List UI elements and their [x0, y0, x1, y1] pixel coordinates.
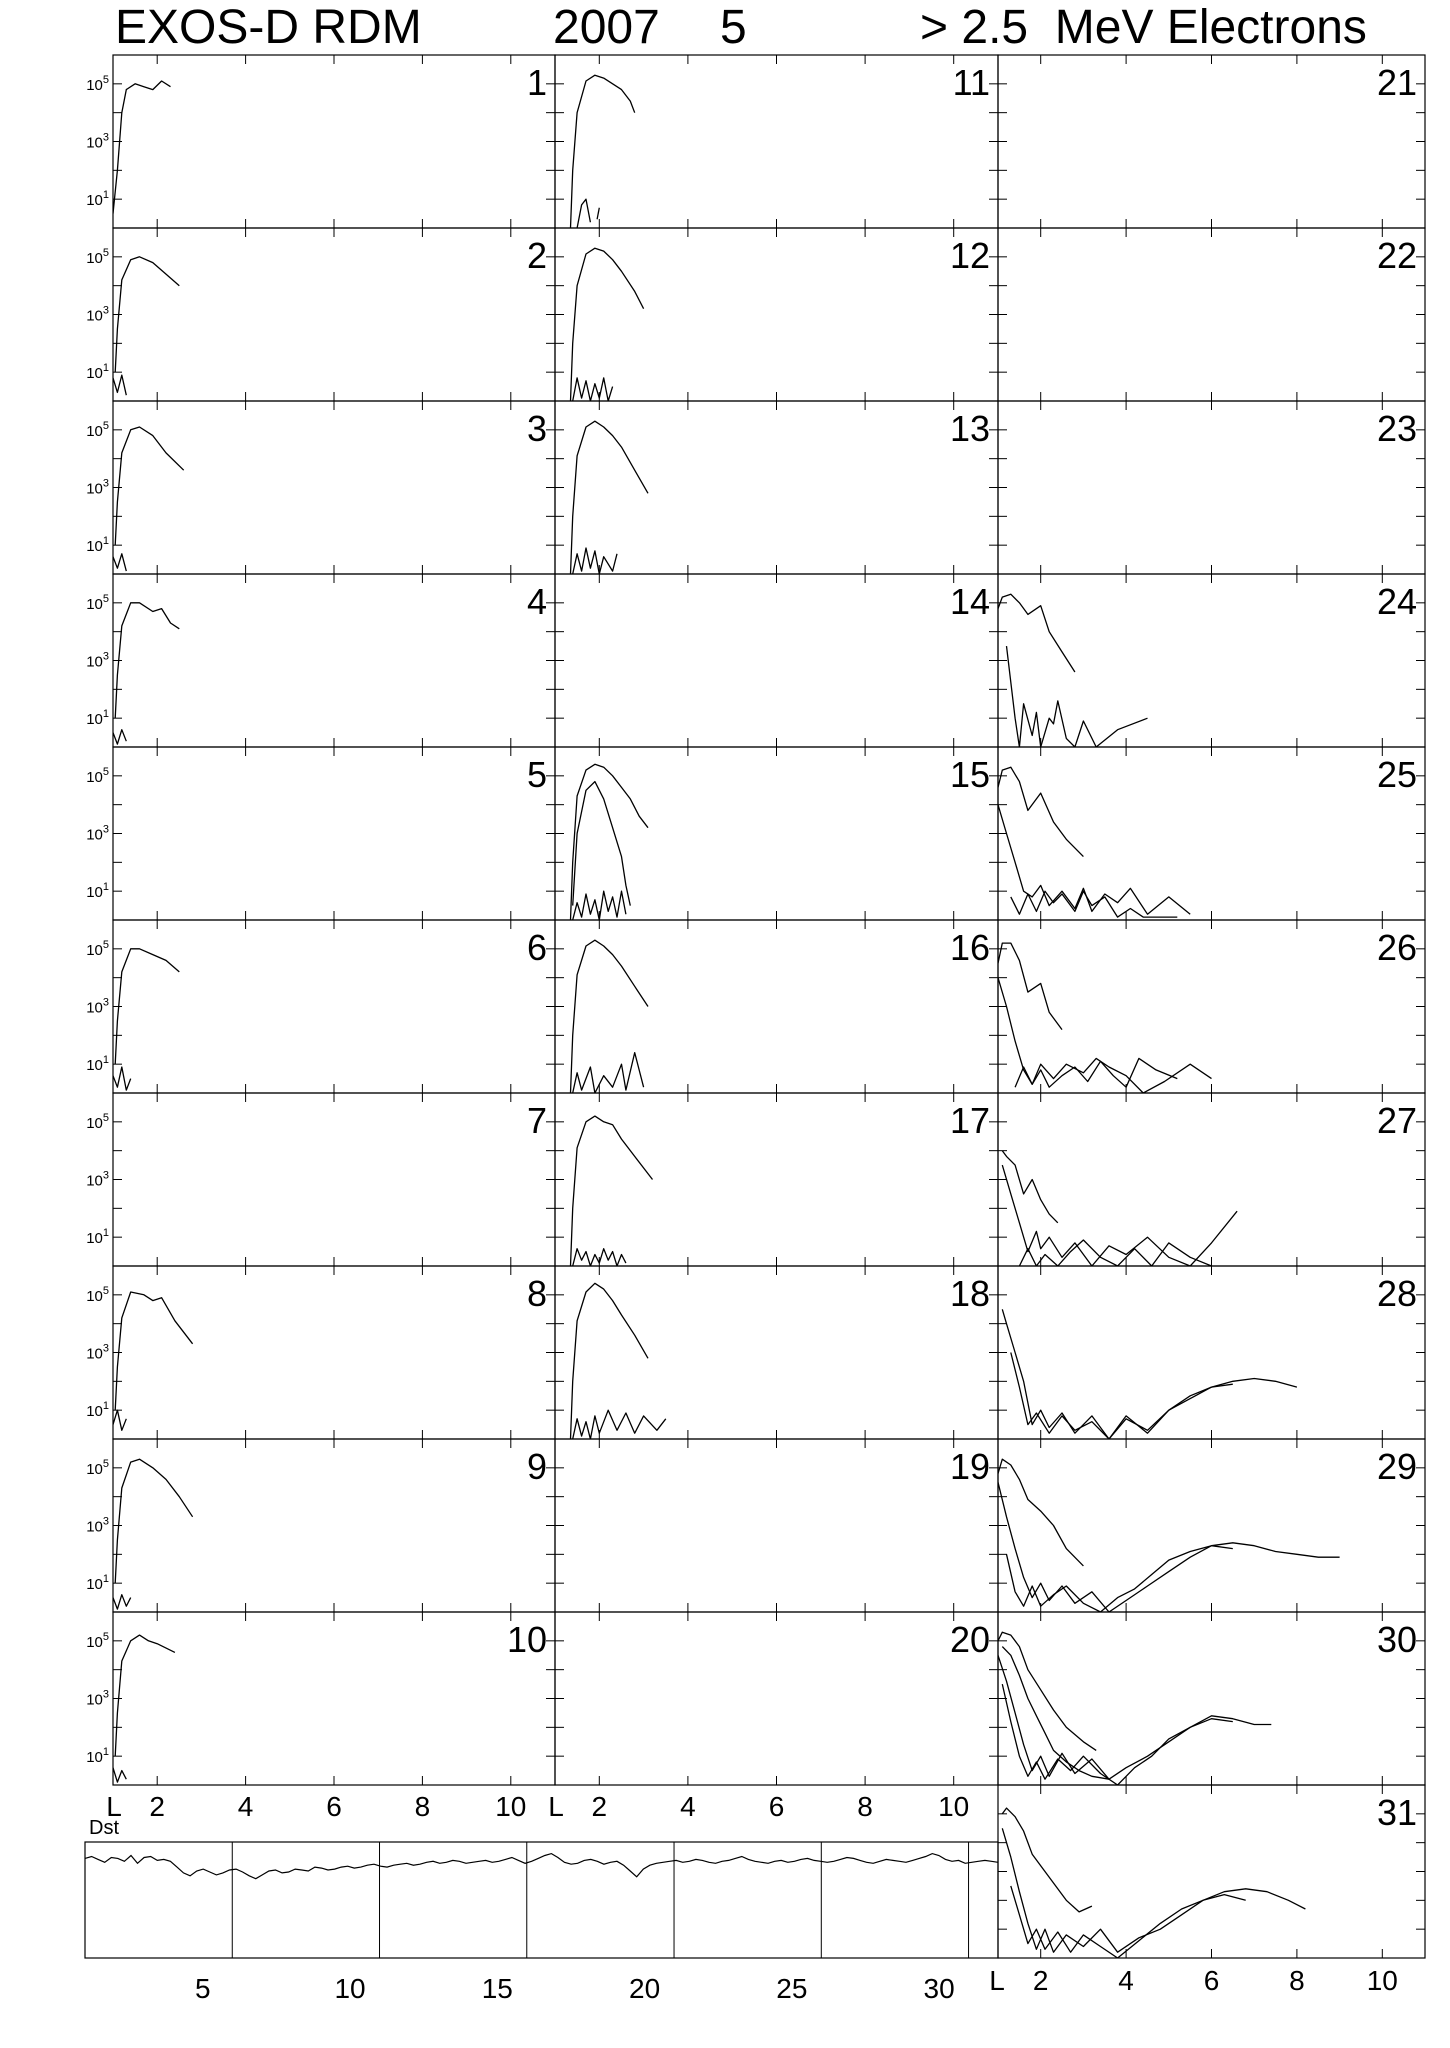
panel-frame — [113, 401, 555, 574]
flux-panel — [998, 55, 1425, 228]
panel-day-label: 17 — [949, 1100, 990, 1141]
x-tick-label: 10 — [1366, 1965, 1398, 1996]
flux-panel — [555, 401, 998, 574]
dst-label: Dst — [89, 1817, 119, 1839]
flux-series-line — [1019, 1240, 1211, 1266]
flux-panel — [998, 1093, 1425, 1266]
x-tick-label: 2 — [591, 1791, 608, 1822]
x-tick-label: 10 — [938, 1791, 970, 1822]
y-tick-label: $10^5$ — [86, 73, 109, 94]
x-tick-label: 4 — [237, 1791, 254, 1822]
flux-series-line — [998, 978, 1212, 1093]
x-tick-label: 8 — [414, 1791, 431, 1822]
flux-series-line — [597, 208, 599, 220]
panel-frame — [998, 1785, 1425, 1958]
y-tick-label: $10^3$ — [86, 1169, 109, 1190]
panel-frame — [113, 747, 555, 920]
panel-frame — [998, 1093, 1425, 1266]
flux-panel — [86, 55, 555, 228]
flux-series-line — [1011, 1353, 1233, 1440]
flux-series-line — [1002, 1684, 1233, 1785]
flux-series-line — [998, 1655, 1271, 1779]
y-tick-label: $10^1$ — [86, 1054, 109, 1075]
flux-panel — [555, 574, 998, 747]
x-tick-label: 6 — [326, 1791, 342, 1822]
panel-frame — [555, 401, 998, 574]
panel-day-label: 13 — [949, 408, 990, 449]
panel-day-label: 4 — [526, 581, 547, 622]
flux-panel — [998, 1612, 1425, 1785]
flux-series-line — [573, 782, 631, 906]
flux-series-line — [571, 75, 635, 228]
dst-x-tick-label: 30 — [923, 1973, 955, 2004]
panel-frame — [998, 55, 1425, 228]
y-tick-label: $10^3$ — [86, 1342, 109, 1363]
x-tick-label: 6 — [1203, 1965, 1220, 1996]
panel-frame — [555, 1266, 998, 1439]
panel-day-label: 9 — [526, 1446, 547, 1487]
flux-series-line — [113, 1595, 131, 1609]
flux-series-line — [571, 764, 649, 920]
panel-frame — [998, 920, 1425, 1093]
x-tick-label: 2 — [149, 1791, 165, 1822]
panel-day-label: 10 — [506, 1619, 547, 1660]
flux-series-line — [113, 81, 171, 214]
y-tick-label: $10^1$ — [86, 189, 109, 210]
flux-series-line — [577, 199, 590, 228]
flux-series-line — [573, 378, 613, 401]
flux-series-line — [573, 1410, 666, 1439]
flux-panel — [998, 1266, 1425, 1439]
y-tick-label: $10^5$ — [86, 1630, 109, 1651]
panel-frame — [113, 55, 555, 228]
flux-panel — [555, 1439, 998, 1612]
flux-panel — [998, 920, 1425, 1093]
flux-series-line — [571, 248, 644, 401]
panel-day-label: 28 — [1376, 1273, 1417, 1314]
flux-series-line — [115, 427, 184, 545]
dst-x-tick-label: 20 — [629, 1973, 661, 2004]
flux-panel — [86, 401, 555, 574]
panel-day-label: 29 — [1376, 1446, 1417, 1487]
flux-series-line — [1002, 1151, 1058, 1223]
dst-series-line — [85, 1854, 998, 1879]
panel-day-label: 18 — [949, 1273, 990, 1314]
panel-frame — [998, 1612, 1425, 1785]
flux-panel — [86, 1612, 555, 1785]
dst-x-tick-label: 10 — [334, 1973, 366, 2004]
flux-series-line — [1011, 891, 1178, 917]
channel-label: > 2.5 MeV Electrons — [920, 1, 1367, 54]
dst-x-tick-label: 25 — [776, 1973, 808, 2004]
flux-series-line — [571, 1283, 649, 1439]
flux-panel — [998, 574, 1425, 747]
panel-frame — [555, 1093, 998, 1266]
x-axis-label-L: L — [106, 1791, 122, 1822]
y-tick-label: $10^3$ — [86, 304, 109, 325]
panel-day-label: 24 — [1376, 581, 1417, 622]
y-tick-label: $10^3$ — [86, 1688, 109, 1709]
panel-frame — [555, 1439, 998, 1612]
y-tick-label: $10^5$ — [86, 246, 109, 267]
panel-day-label: 12 — [949, 235, 990, 276]
y-tick-label: $10^5$ — [86, 938, 109, 959]
panel-day-label: 3 — [526, 408, 547, 449]
dst-x-tick-label: 15 — [481, 1973, 513, 2004]
flux-series-line — [115, 1635, 175, 1756]
flux-panel — [555, 1266, 998, 1439]
y-tick-label: $10^1$ — [86, 535, 109, 556]
panel-frame — [113, 574, 555, 747]
flux-series-line — [998, 943, 1062, 1030]
x-tick-label: 8 — [1289, 1965, 1305, 1996]
y-tick-label: $10^5$ — [86, 1111, 109, 1132]
panel-frame — [113, 920, 555, 1093]
panel-day-label: 20 — [949, 1619, 990, 1660]
panel-day-label: 27 — [1376, 1100, 1417, 1141]
panel-day-label: 31 — [1376, 1792, 1417, 1833]
x-tick-label: 6 — [768, 1791, 785, 1822]
y-tick-label: $10^3$ — [86, 823, 109, 844]
flux-panel — [998, 1785, 1425, 1958]
flux-panel — [86, 228, 555, 401]
year-label: 2007 — [553, 1, 660, 54]
flux-panel — [86, 920, 555, 1093]
x-axis-label-L: L — [548, 1791, 564, 1822]
flux-series-line — [1002, 1309, 1297, 1439]
panel-frame — [555, 55, 998, 228]
flux-panel — [998, 1439, 1425, 1612]
y-tick-label: $10^5$ — [86, 592, 109, 613]
dst-panel — [85, 1817, 998, 2004]
flux-series-line — [113, 375, 126, 395]
flux-series-line — [998, 1632, 1096, 1750]
y-tick-label: $10^5$ — [86, 419, 109, 440]
panel-frame — [555, 574, 998, 747]
flux-series-line — [113, 1410, 126, 1430]
flux-panel — [998, 228, 1425, 401]
panel-day-label: 15 — [949, 754, 990, 795]
panel-frame — [113, 1266, 555, 1439]
flux-panel — [555, 1093, 998, 1266]
flux-series-line — [1015, 1058, 1177, 1087]
panel-day-label: 25 — [1376, 754, 1417, 795]
panel-day-label: 16 — [949, 927, 990, 968]
flux-series-line — [571, 1116, 653, 1266]
flux-panel — [555, 920, 998, 1093]
flux-series-line — [1007, 1546, 1233, 1612]
y-tick-label: $10^3$ — [86, 650, 109, 671]
panel-day-label: 30 — [1376, 1619, 1417, 1660]
flux-series-line — [115, 949, 179, 1064]
flux-series-line — [113, 1768, 126, 1782]
panel-frame — [998, 228, 1425, 401]
flux-panel — [555, 55, 998, 228]
flux-series-line — [573, 548, 617, 574]
panel-frame — [555, 1612, 998, 1785]
panel-frame — [998, 401, 1425, 574]
y-tick-label: $10^3$ — [86, 996, 109, 1017]
flux-panel — [998, 747, 1425, 920]
panel-day-label: 19 — [949, 1446, 990, 1487]
instrument-title: EXOS-D RDM — [115, 1, 422, 54]
flux-series-line — [1002, 1808, 1092, 1912]
panel-day-label: 26 — [1376, 927, 1417, 968]
y-tick-label: $10^5$ — [86, 765, 109, 786]
flux-series-line — [573, 1053, 644, 1093]
panel-frame — [113, 1439, 555, 1612]
panel-day-label: 8 — [526, 1273, 547, 1314]
y-tick-label: $10^5$ — [86, 1284, 109, 1305]
x-tick-label: 4 — [680, 1791, 696, 1822]
flux-series-line — [998, 1459, 1083, 1566]
flux-series-line — [115, 257, 179, 372]
flux-series-line — [998, 594, 1075, 672]
y-tick-label: $10^1$ — [86, 1746, 109, 1767]
flux-series-line — [113, 1067, 131, 1090]
flux-panel — [555, 228, 998, 401]
dst-x-tick-label: 5 — [195, 1973, 211, 2004]
flux-series-line — [571, 940, 649, 1093]
x-tick-label: 10 — [495, 1791, 527, 1822]
y-tick-label: $10^1$ — [86, 881, 109, 902]
panel-day-label: 5 — [526, 754, 547, 795]
flux-panel — [998, 401, 1425, 574]
y-tick-label: $10^1$ — [86, 1400, 109, 1421]
x-tick-label: 8 — [857, 1791, 873, 1822]
flux-series-line — [571, 421, 649, 574]
x-tick-label: 2 — [1032, 1965, 1049, 1996]
panel-frame — [113, 228, 555, 401]
flux-series-line — [1002, 1828, 1305, 1952]
month-label: 5 — [720, 1, 747, 54]
panel-frame — [555, 228, 998, 401]
panel-day-label: 22 — [1376, 235, 1417, 276]
panel-frame — [113, 1093, 555, 1266]
flux-series-line — [1007, 646, 1148, 747]
y-tick-label: $10^3$ — [86, 131, 109, 152]
y-tick-label: $10^3$ — [86, 1515, 109, 1536]
panel-day-label: 21 — [1376, 62, 1417, 103]
x-axis-label-L: L — [989, 1965, 1005, 1996]
y-tick-label: $10^1$ — [86, 362, 109, 383]
y-tick-label: $10^3$ — [86, 477, 109, 498]
panel-day-label: 14 — [949, 581, 990, 622]
flux-series-line — [115, 603, 179, 718]
flux-panel — [86, 1093, 555, 1266]
panel-day-label: 2 — [526, 235, 547, 276]
y-tick-label: $10^5$ — [86, 1457, 109, 1478]
y-tick-label: $10^1$ — [86, 708, 109, 729]
flux-panel — [86, 1439, 555, 1612]
flux-series-line — [998, 767, 1083, 856]
flux-panel — [555, 747, 998, 920]
y-tick-label: $10^1$ — [86, 1573, 109, 1594]
panel-frame — [113, 1612, 555, 1785]
flux-panel — [86, 1266, 555, 1439]
flux-series-line — [1002, 1165, 1237, 1266]
flux-series-line — [998, 1482, 1340, 1612]
dst-frame — [85, 1842, 998, 1958]
flux-panel — [86, 574, 555, 747]
x-tick-label: 4 — [1118, 1965, 1134, 1996]
flux-series-line — [113, 730, 126, 744]
flux-series-line — [113, 554, 126, 571]
panel-day-label: 1 — [526, 62, 547, 103]
flux-panel — [555, 1612, 998, 1785]
flux-series-line — [115, 1459, 192, 1583]
panel-day-label: 11 — [952, 62, 990, 103]
flux-series-line — [115, 1292, 192, 1410]
flux-panel — [86, 747, 555, 920]
panel-day-label: 7 — [526, 1100, 547, 1141]
panel-day-label: 6 — [526, 927, 547, 968]
panel-day-label: 23 — [1376, 408, 1417, 449]
y-tick-label: $10^1$ — [86, 1227, 109, 1248]
